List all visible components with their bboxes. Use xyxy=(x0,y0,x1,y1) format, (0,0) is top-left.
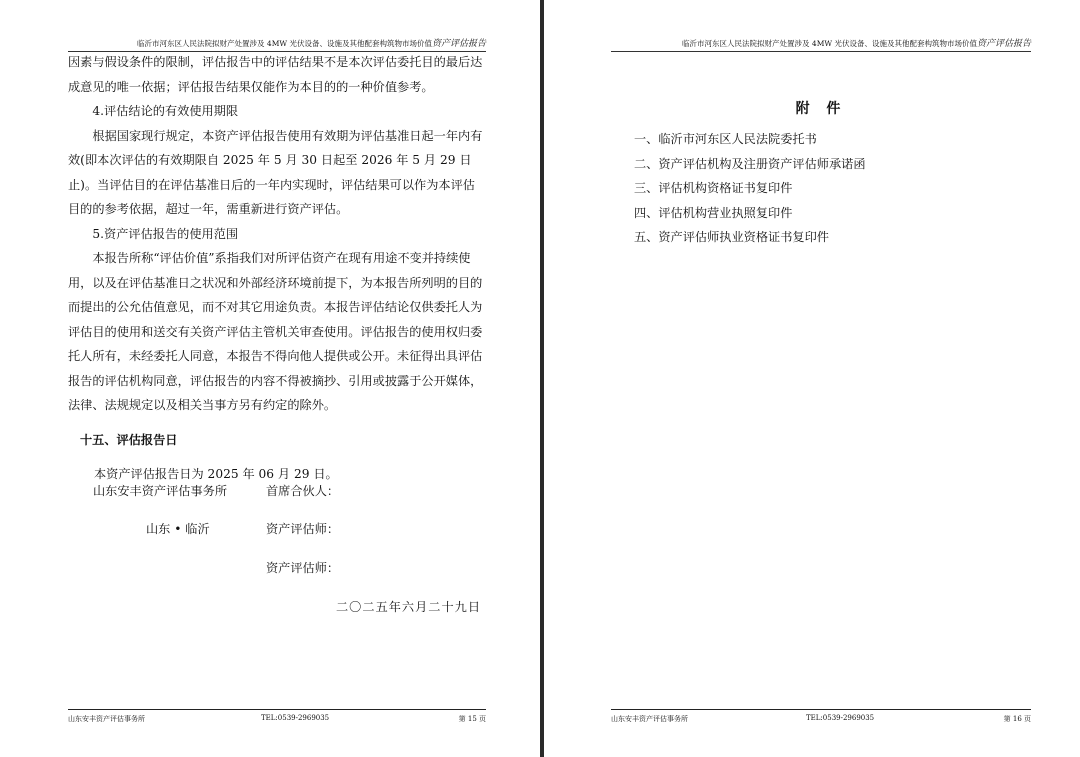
signature-date: 二〇二五年六月二十九日 xyxy=(336,600,482,614)
paragraph: 本报告所称“评估价值”系指我们对所评估资产在现有用途不变并持续使用，以及在评估基准日之状况和外部经济环境前提下，为本报告所列明的目的而提出的公允估值意见，而不对其它用途负责。本报告评估结论仅供委托人为评估目的使用和送交有关资产评估主管机关审查使用。评估报告的使用权归委托人所有，未经委托人同意，本报告不得向他人提供或公开。未征得出具评估报告的评估机构同意，评估报告的内容不得被摘抄、引用或披露于公开媒体，法律、法规规定以及相关当事方另有约定的除外。 xyxy=(68,251,483,412)
footer-tel: TEL:0539-2969035 xyxy=(261,714,330,722)
paragraph: 因素与假设条件的限制，评估报告中的评估结果不是本次评估委托目的最后达成意见的唯一依据；评估报告结果仅能作为本目的的一种价值参考。 xyxy=(68,55,483,94)
header-prefix: 临沂市河东区人民法院拟财产处置涉及 4MW 光伏设备、设施及其他配套构筑物市场价值 xyxy=(682,39,977,48)
attachment-item: 一、临沂市河东区人民法院委托书 xyxy=(634,132,817,146)
section-title: 十五、评估报告日 xyxy=(80,432,178,447)
attachment-item: 五、资产评估师执业资格证书复印件 xyxy=(634,230,829,245)
attachments-list xyxy=(634,127,866,250)
footer-page-number: 第 16 页 xyxy=(1003,715,1031,723)
attachment-item: 四、评估机构营业执照复印件 xyxy=(634,205,793,220)
footer-tel: TEL:0539-2969035 xyxy=(806,714,875,722)
footer-firm: 山东安丰资产评估事务所 xyxy=(68,715,145,723)
report-date-text: 本资产评估报告日为 2025 年 06 月 29 日。 xyxy=(94,467,338,481)
header-suffix: 资产评估报告 xyxy=(431,39,486,49)
partner-label: 首席合伙人： xyxy=(266,484,340,498)
appraiser-label: 资产评估师： xyxy=(266,522,340,536)
attachment-item: 二、资产评估机构及注册资产评估师承诺函 xyxy=(634,156,866,171)
paragraph: 根据国家现行规定，本资产评估报告使用有效期为评估基准日起一年内有效(即本次评估的有效期限自 2025 年 5 月 30 日起至 2026 年 5 月 29 日止)。当评估目的在评估基准日后的一年内实现时，评估结果可以作为本评估目的的参考依据，超过一年，需重新进行资产评估。 xyxy=(68,128,483,216)
firm-name: 山东安丰资产评估事务所 xyxy=(93,484,228,498)
attachments-title: 附 件 xyxy=(795,101,847,117)
page-footer xyxy=(68,709,486,726)
header-suffix: 资产评估报告 xyxy=(976,39,1031,49)
page-footer xyxy=(611,709,1031,726)
subsection-heading: 4.评估结论的有效使用期限 xyxy=(92,104,239,118)
page-body xyxy=(68,50,486,487)
footer-page-number: 第 15 页 xyxy=(458,715,486,723)
subsection-heading: 5.资产评估报告的使用范围 xyxy=(92,226,239,241)
running-header xyxy=(611,36,1031,52)
footer-firm: 山东安丰资产评估事务所 xyxy=(611,715,688,723)
location: 山东 • 临沂 xyxy=(146,522,210,536)
appraiser-label: 资产评估师： xyxy=(266,561,340,575)
header-prefix: 临沂市河东区人民法院拟财产处置涉及 4MW 光伏设备、设施及其他配套构筑物市场价值 xyxy=(137,39,432,48)
page-16 xyxy=(544,0,1080,757)
attachment-item: 三、评估机构资格证书复印件 xyxy=(634,181,793,196)
